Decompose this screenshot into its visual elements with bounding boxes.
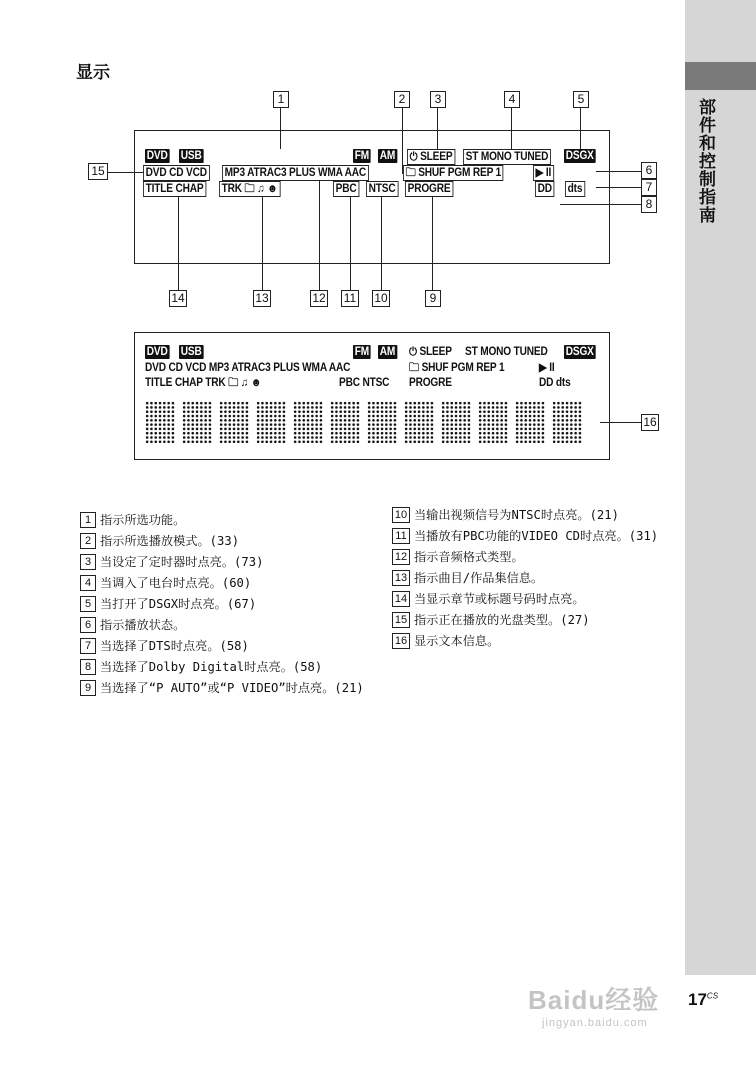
legend-number: 8 <box>80 659 96 675</box>
full-format-row: DVD CD VCD MP3 ATRAC3 PLUS WMA AAC <box>145 362 351 374</box>
dot-matrix-row <box>145 401 582 443</box>
full-usb-indicator: USB <box>180 346 202 358</box>
callout-1: 1 <box>273 91 289 108</box>
legend-number: 14 <box>392 591 410 607</box>
dot-matrix-char <box>256 401 286 443</box>
full-sleep-indicator: ⏻ SLEEP <box>409 346 452 358</box>
leader-line <box>511 108 512 149</box>
side-tab <box>685 62 756 90</box>
legend-text: 当打开了DSGX时点亮。(67) <box>100 597 257 611</box>
full-fm-indicator: FM <box>354 346 370 358</box>
leader-line <box>432 196 433 290</box>
legend-left <box>80 510 370 699</box>
usb-indicator: USB <box>180 150 202 162</box>
full-pbc-ntsc: PBC NTSC <box>339 377 390 389</box>
watermark-main: Baidu经验 <box>528 985 660 1015</box>
legend-number: 3 <box>80 554 96 570</box>
legend-item <box>392 505 677 526</box>
legend-number: 6 <box>80 617 96 633</box>
play-status-indicator: ▶ II <box>533 165 554 181</box>
leader-line <box>381 196 382 290</box>
legend-item <box>80 615 370 636</box>
legend-text: 当显示章节或标题号码时点亮。 <box>414 592 585 606</box>
callout-13: 13 <box>253 290 271 307</box>
legend-text: 当调入了电台时点亮。(60) <box>100 576 252 590</box>
legend-number: 11 <box>392 528 410 544</box>
legend-number: 16 <box>392 633 410 649</box>
full-am-indicator: AM <box>379 346 396 358</box>
dot-matrix-char <box>478 401 508 443</box>
page-title: 显示 <box>76 63 110 83</box>
dot-matrix-char <box>515 401 545 443</box>
legend-item <box>80 594 370 615</box>
legend-number: 13 <box>392 570 410 586</box>
legend-item <box>392 526 677 547</box>
watermark <box>528 980 659 1029</box>
leader-line <box>596 187 641 188</box>
callout-14: 14 <box>169 290 187 307</box>
legend-text: 当选择了DTS时点亮。(58) <box>100 639 249 653</box>
legend-item <box>80 510 370 531</box>
legend-text: 当选择了Dolby Digital时点亮。(58) <box>100 660 323 674</box>
legend-number: 5 <box>80 596 96 612</box>
dot-matrix-char <box>145 401 175 443</box>
display-diagram-panel <box>134 130 610 264</box>
legend-number: 12 <box>392 549 410 565</box>
tuner-indicator: ST MONO TUNED <box>463 149 551 165</box>
dot-matrix-char <box>330 401 360 443</box>
legend-item <box>80 552 370 573</box>
legend-number: 1 <box>80 512 96 528</box>
audio-format-indicator: MP3 ATRAC3 PLUS WMA AAC <box>222 165 369 181</box>
dot-matrix-char <box>441 401 471 443</box>
legend-text: 指示播放状态。 <box>100 618 186 632</box>
leader-line <box>580 108 581 149</box>
legend-text: 当播放有PBC功能的VIDEO CD时点亮。(31) <box>414 529 659 543</box>
legend-item <box>80 657 370 678</box>
page-number-value: 17 <box>688 990 707 1009</box>
dvd-indicator: DVD <box>146 150 168 162</box>
leader-line <box>262 196 263 290</box>
full-title-row: TITLE CHAP TRK 🗀 ♫ ☻ <box>145 377 262 389</box>
play-mode-indicator: 🗀 SHUF PGM REP 1 <box>403 165 504 181</box>
ntsc-indicator: NTSC <box>366 181 398 197</box>
legend-number: 4 <box>80 575 96 591</box>
leader-line <box>402 108 403 174</box>
pbc-indicator: PBC <box>333 181 359 197</box>
callout-4: 4 <box>504 91 520 108</box>
callout-12: 12 <box>310 290 328 307</box>
full-play-mode: 🗀 SHUF PGM REP 1 <box>409 362 505 374</box>
legend-item <box>392 589 677 610</box>
full-dolby-dts: DD dts <box>539 377 571 389</box>
callout-9: 9 <box>425 290 441 307</box>
leader-line <box>560 204 641 205</box>
legend-item <box>392 568 677 589</box>
progre-indicator: PROGRE <box>405 181 453 197</box>
legend-item <box>392 631 677 652</box>
display-full-panel <box>134 332 610 460</box>
full-progre: PROGRE <box>409 377 452 389</box>
fm-indicator: FM <box>354 150 370 162</box>
callout-7: 7 <box>641 179 657 196</box>
leader-line <box>596 171 641 172</box>
legend-right <box>392 505 677 652</box>
legend-text: 指示正在播放的光盘类型。(27) <box>414 613 590 627</box>
legend-text: 当设定了定时器时点亮。(73) <box>100 555 264 569</box>
full-dvd-indicator: DVD <box>146 346 168 358</box>
legend-text: 指示音频格式类型。 <box>414 550 524 564</box>
legend-text: 指示所选播放模式。(33) <box>100 534 240 548</box>
side-title: 部件和控制指南 <box>695 98 715 224</box>
sleep-indicator: ⏻ SLEEP <box>407 149 455 165</box>
dot-matrix-char <box>404 401 434 443</box>
watermark-sub: jingyan.baidu.com <box>542 1017 648 1029</box>
disc-type-indicator: DVD CD VCD <box>143 165 209 181</box>
callout-2: 2 <box>394 91 410 108</box>
dot-matrix-char <box>182 401 212 443</box>
am-indicator: AM <box>379 150 396 162</box>
callout-5: 5 <box>573 91 589 108</box>
full-dsgx-indicator: DSGX <box>565 346 594 358</box>
legend-number: 7 <box>80 638 96 654</box>
legend-text: 指示所选功能。 <box>100 513 186 527</box>
legend-item <box>392 610 677 631</box>
callout-3: 3 <box>430 91 446 108</box>
dot-matrix-char <box>367 401 397 443</box>
leader-line <box>108 172 144 173</box>
legend-item <box>80 573 370 594</box>
full-tuner-indicator: ST MONO TUNED <box>465 346 548 358</box>
callout-16: 16 <box>641 414 659 431</box>
legend-number: 9 <box>80 680 96 696</box>
leader-line <box>280 108 281 149</box>
legend-number: 10 <box>392 507 410 523</box>
legend-text: 当选择了“P AUTO”或“P VIDEO”时点亮。(21) <box>100 681 364 695</box>
legend-number: 2 <box>80 533 96 549</box>
callout-11: 11 <box>341 290 359 307</box>
legend-item <box>80 636 370 657</box>
track-info-indicator: TRK 🗀 ♫ ☻ <box>219 181 280 197</box>
legend-item <box>80 531 370 552</box>
callout-15: 15 <box>88 163 108 180</box>
leader-line <box>600 422 641 423</box>
dot-matrix-char <box>293 401 323 443</box>
legend-number: 15 <box>392 612 410 628</box>
legend-text: 显示文本信息。 <box>414 634 500 648</box>
legend-item <box>80 678 370 699</box>
leader-line <box>437 108 438 149</box>
dot-matrix-char <box>219 401 249 443</box>
dsgx-indicator: DSGX <box>565 150 594 162</box>
page-number <box>688 990 718 1010</box>
full-play-status: ▶ II <box>539 362 555 374</box>
leader-line <box>178 196 179 290</box>
callout-10: 10 <box>372 290 390 307</box>
callout-6: 6 <box>641 162 657 179</box>
leader-line <box>319 180 320 290</box>
legend-item <box>392 547 677 568</box>
page-number-suffix: CS <box>706 991 719 1001</box>
leader-line <box>350 196 351 290</box>
dts-indicator: dts <box>565 181 585 197</box>
legend-text: 指示曲目/作品集信息。 <box>414 571 544 585</box>
callout-8: 8 <box>641 196 657 213</box>
legend-text: 当输出视频信号为NTSC时点亮。(21) <box>414 508 619 522</box>
title-chap-indicator: TITLE CHAP <box>143 181 206 197</box>
dot-matrix-char <box>552 401 582 443</box>
dolby-indicator: DD <box>535 181 555 197</box>
